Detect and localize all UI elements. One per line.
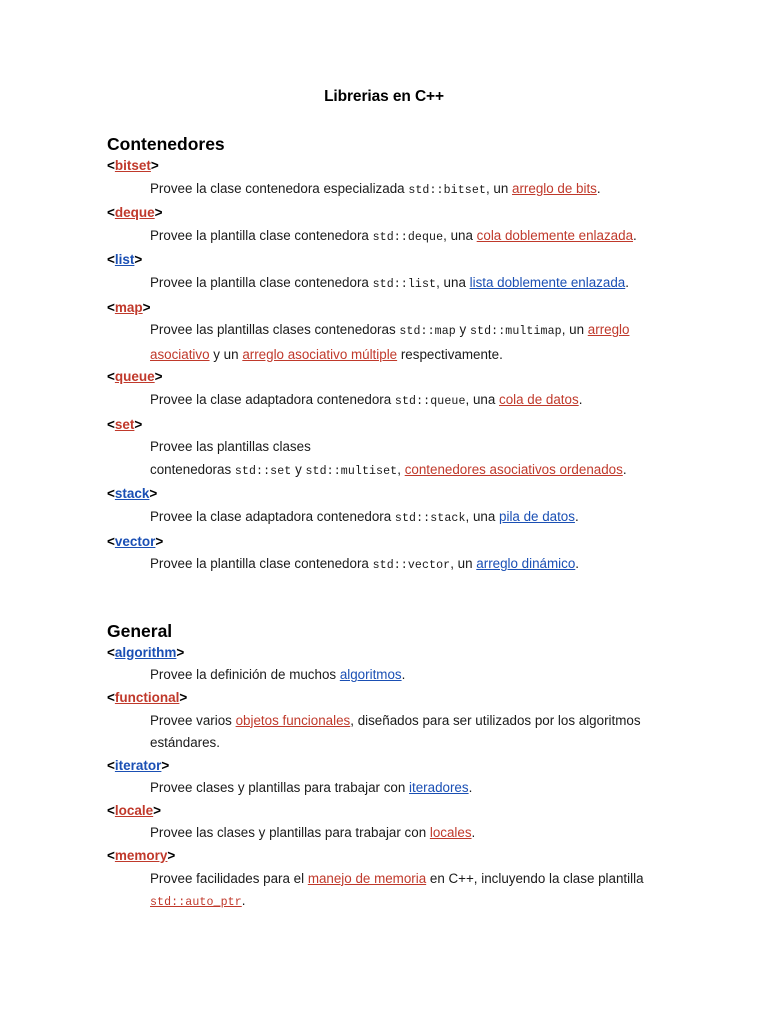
text-run: Provee la plantilla clase contenedora (150, 275, 373, 291)
body-link-pila-de-datos[interactable]: pila de datos (499, 508, 575, 524)
header-tag-line (0, 155, 768, 178)
header-link-set[interactable]: set (114, 416, 135, 432)
text-run: , un (561, 322, 588, 338)
inline-code: std::stack (394, 511, 466, 525)
angle-bracket-close: > (153, 802, 162, 818)
section-general (0, 578, 768, 915)
text-run: , un (450, 556, 477, 572)
header-tag-line (0, 414, 768, 437)
header-tag-line (0, 687, 768, 710)
header-tag-line (0, 531, 768, 554)
header-tag-line (0, 483, 768, 506)
inline-code: std::bitset (408, 183, 486, 197)
text-run: . (471, 825, 476, 841)
angle-bracket-open: < (107, 486, 115, 502)
body-link-arreglo-asociativo[interactable]: arreglo asociativo (150, 322, 630, 362)
header-link-memory[interactable]: memory (114, 848, 168, 864)
header-entry-vector (0, 531, 768, 578)
text-run: en C++, incluyendo la clase plantilla (426, 870, 644, 886)
body-link-cola-doblemente-enlazada[interactable]: cola doblemente enlazada (476, 227, 634, 243)
text-run: . (633, 227, 637, 243)
angle-bracket-open: < (107, 689, 115, 705)
header-link-stack[interactable]: stack (114, 486, 150, 502)
angle-bracket-close: > (179, 689, 188, 705)
angle-bracket-close: > (161, 757, 170, 773)
entry-description (0, 319, 768, 366)
document-body (0, 105, 768, 915)
header-link-vector[interactable]: vector (114, 533, 156, 549)
body-link-arreglo-asociativo-m-ltiple[interactable]: arreglo asociativo múltiple (242, 346, 398, 362)
text-run: , un (485, 180, 513, 196)
angle-bracket-close: > (154, 205, 163, 221)
text-run: . (401, 667, 406, 683)
header-entry-bitset (0, 155, 768, 202)
entry-description (0, 868, 768, 915)
text-run: Provee las plantillas clases contenedoras (150, 322, 400, 338)
entry-description (0, 777, 768, 800)
header-entry-algorithm (0, 642, 768, 687)
text-run: Provee la definición de muchos (150, 667, 340, 683)
header-link-algorithm[interactable]: algorithm (114, 644, 177, 660)
body-link-contenedores-asociativos-ordenados[interactable]: contenedores asociativos ordenados (404, 461, 623, 477)
header-entry-locale (0, 800, 768, 845)
entry-description (0, 225, 768, 250)
header-tag-line (0, 642, 768, 665)
text-run: . (596, 180, 601, 196)
inline-code: std::vector (372, 559, 451, 573)
angle-bracket-close: > (134, 416, 143, 432)
entry-description (0, 178, 768, 203)
text-run: y un (209, 346, 243, 362)
body-link-lista-doblemente-enlazada[interactable]: lista doblemente enlazada (469, 275, 626, 291)
entry-description (0, 710, 768, 755)
text-run: , una (465, 508, 500, 524)
text-run: . (575, 556, 580, 572)
body-link-arreglo-de-bits[interactable]: arreglo de bits (512, 180, 597, 196)
body-link-locales[interactable]: locales (429, 825, 472, 841)
body-link-manejo-de-memoria[interactable]: manejo de memoria (307, 870, 427, 886)
angle-bracket-open: < (107, 802, 115, 818)
text-run: y (291, 461, 306, 477)
section-heading: General (107, 620, 173, 641)
angle-bracket-open: < (107, 205, 115, 221)
text-run: , diseñados para ser utilizados por los algoritmos estándares. (150, 712, 641, 751)
text-run: Provee varios (150, 712, 236, 728)
angle-bracket-open: < (107, 757, 115, 773)
section-heading: Contenedores (107, 134, 225, 155)
text-run: Provee facilidades para el (150, 870, 308, 886)
header-link-bitset[interactable]: bitset (114, 158, 151, 174)
header-link-map[interactable]: map (114, 299, 143, 315)
header-entry-deque (0, 202, 768, 249)
text-run: respectivamente. (397, 346, 503, 362)
body-link-arreglo-din-mico[interactable]: arreglo dinámico (476, 556, 576, 572)
angle-bracket-close: > (134, 252, 143, 268)
page-title: Librerias en C++ (324, 88, 444, 105)
body-link-cola-de-datos[interactable]: cola de datos (499, 391, 579, 407)
angle-bracket-close: > (150, 158, 159, 174)
header-entry-set (0, 414, 768, 484)
angle-bracket-close: > (155, 533, 164, 549)
inline-code: std::queue (394, 394, 466, 408)
header-tag-line (0, 202, 768, 225)
entry-description (0, 436, 768, 483)
text-run: , una (436, 275, 470, 291)
text-run: , una (465, 391, 500, 407)
header-tag-line (0, 845, 768, 868)
inline-code: std::list (372, 278, 437, 292)
angle-bracket-close: > (149, 486, 158, 502)
angle-bracket-close: > (176, 644, 185, 660)
angle-bracket-close: > (154, 369, 163, 385)
inline-code: std::deque (372, 230, 444, 244)
inline-code: std::multimap (469, 325, 562, 339)
header-tag-line (0, 800, 768, 823)
body-link-algoritmos[interactable]: algoritmos (339, 667, 402, 683)
text-run: . (625, 275, 629, 291)
entry-description (0, 389, 768, 414)
header-tag-line (0, 249, 768, 272)
angle-bracket-open: < (107, 416, 115, 432)
header-link-iterator[interactable]: iterator (114, 757, 162, 773)
angle-bracket-open: < (107, 299, 115, 315)
header-link-locale[interactable]: locale (114, 802, 154, 818)
entry-description (0, 553, 768, 578)
entry-description (0, 822, 768, 845)
text-run: , una (443, 227, 477, 243)
header-entry-memory (0, 845, 768, 915)
text-run: Provee la clase adaptadora contenedora (150, 391, 395, 407)
entry-description (0, 272, 768, 297)
header-entry-queue (0, 366, 768, 413)
header-link-deque[interactable]: deque (114, 205, 155, 221)
text-run: . (578, 391, 583, 407)
inline-code-link[interactable]: std::auto_ptr (150, 896, 242, 910)
text-run: . (468, 780, 473, 796)
section-contenedores (0, 105, 768, 578)
header-link-list[interactable]: list (114, 252, 135, 268)
angle-bracket-close: > (167, 848, 176, 864)
header-tag-line (0, 366, 768, 389)
header-entry-list (0, 249, 768, 296)
angle-bracket-open: < (107, 158, 115, 174)
angle-bracket-open: < (107, 533, 115, 549)
text-run: Provee la clase contenedora especializada (150, 180, 409, 196)
header-entry-map (0, 297, 768, 367)
text-run: . (241, 893, 246, 909)
header-link-queue[interactable]: queue (114, 369, 155, 385)
entry-description (0, 664, 768, 687)
inline-code: std::multiset (305, 464, 398, 478)
header-link-functional[interactable]: functional (114, 689, 180, 705)
header-entry-functional (0, 687, 768, 755)
text-run: Provee la plantilla clase contenedora (150, 227, 373, 243)
angle-bracket-open: < (107, 848, 115, 864)
header-tag-line (0, 755, 768, 778)
entry-description (0, 506, 768, 531)
body-link-iteradores[interactable]: iteradores (409, 780, 469, 796)
angle-bracket-open: < (107, 252, 115, 268)
inline-code: std::set (234, 464, 292, 478)
header-entry-iterator (0, 755, 768, 800)
text-run: Provee clases y plantillas para trabajar con (150, 780, 410, 796)
text-run: Provee las clases y plantillas para trabajar con (150, 825, 430, 841)
text-run: y (455, 322, 470, 338)
header-entry-stack (0, 483, 768, 530)
body-link-objetos-funcionales[interactable]: objetos funcionales (235, 712, 351, 728)
text-run: Provee la clase adaptadora contenedora (150, 508, 395, 524)
text-run: . (622, 461, 627, 477)
text-run: Provee las plantillas clases (150, 439, 311, 455)
text-run: . (574, 508, 579, 524)
angle-bracket-open: < (107, 369, 115, 385)
angle-bracket-close: > (142, 299, 151, 315)
header-tag-line (0, 297, 768, 320)
text-run: , (397, 461, 405, 477)
angle-bracket-open: < (107, 644, 115, 660)
text-run: contenedoras (150, 461, 235, 477)
inline-code: std::map (399, 325, 456, 339)
text-run: Provee la plantilla clase contenedora (150, 556, 373, 572)
